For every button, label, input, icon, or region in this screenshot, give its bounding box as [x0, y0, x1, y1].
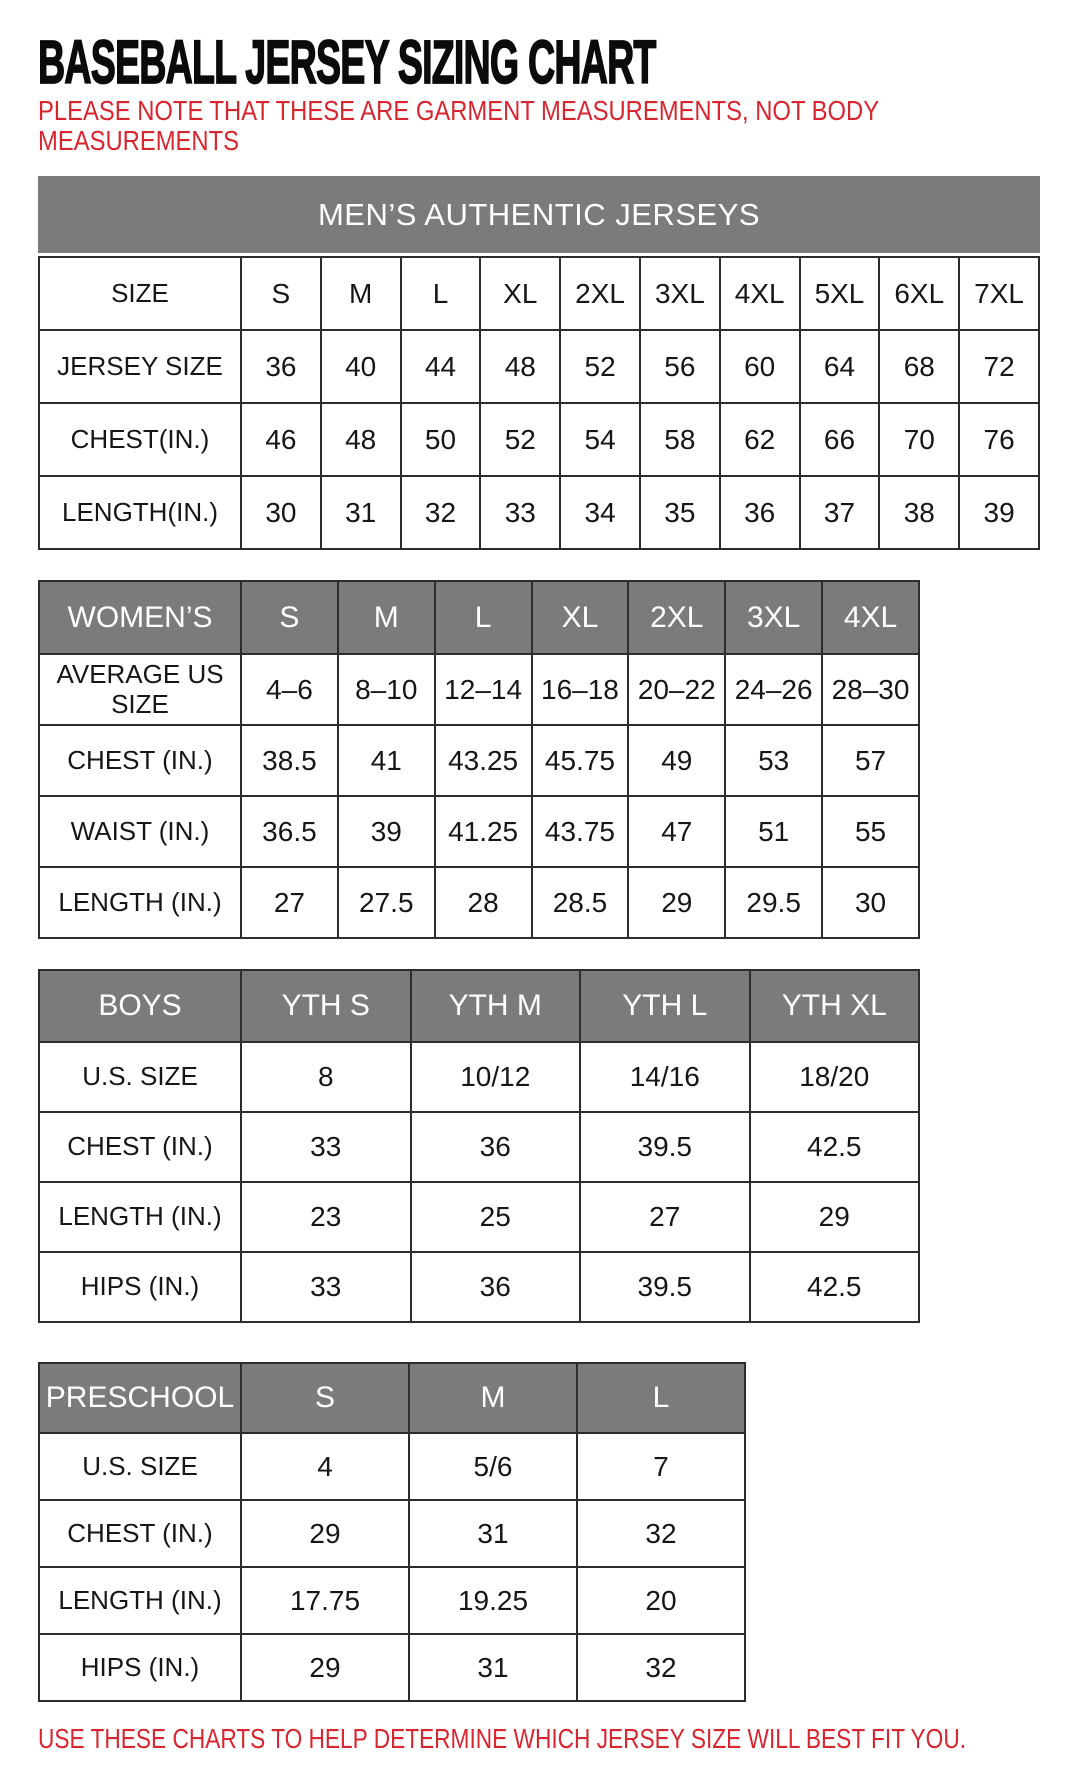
header-cell: XL — [532, 581, 629, 654]
value-cell: 14/16 — [580, 1042, 750, 1112]
value-cell: 39 — [959, 476, 1039, 549]
row-label-cell: U.S. SIZE — [39, 1433, 241, 1500]
header-label-cell: WOMEN’S — [39, 581, 241, 654]
row-label-cell: LENGTH (IN.) — [39, 1182, 241, 1252]
value-cell: 23 — [241, 1182, 411, 1252]
value-cell: 48 — [321, 403, 401, 476]
value-cell: 5/6 — [409, 1433, 577, 1500]
value-cell: 20–22 — [628, 654, 725, 725]
value-cell: 32 — [577, 1634, 745, 1701]
value-cell: 62 — [720, 403, 800, 476]
row-label-cell: SIZE — [39, 257, 241, 330]
value-cell: 37 — [800, 476, 880, 549]
table-row — [39, 796, 919, 867]
value-cell: 56 — [640, 330, 720, 403]
value-cell: 42.5 — [750, 1252, 920, 1322]
value-cell: 64 — [800, 330, 880, 403]
row-label-cell: HIPS (IN.) — [39, 1634, 241, 1701]
value-cell: 46 — [241, 403, 321, 476]
value-cell: XL — [480, 257, 560, 330]
value-cell: 29 — [628, 867, 725, 938]
value-cell: 52 — [480, 403, 560, 476]
value-cell: 7 — [577, 1433, 745, 1500]
value-cell: 24–26 — [725, 654, 822, 725]
table-row — [39, 403, 1039, 476]
table-row — [39, 1252, 919, 1322]
page-title-text: BASEBALL JERSEY SIZING CHART — [38, 27, 656, 97]
value-cell: 39.5 — [580, 1252, 750, 1322]
value-cell: 42.5 — [750, 1112, 920, 1182]
table-row — [39, 257, 1039, 330]
value-cell: 36 — [720, 476, 800, 549]
value-cell: 8 — [241, 1042, 411, 1112]
value-cell: M — [321, 257, 401, 330]
value-cell: 32 — [401, 476, 481, 549]
value-cell: 31 — [321, 476, 401, 549]
value-cell: 29 — [750, 1182, 920, 1252]
table-row — [39, 1634, 745, 1701]
value-cell: 32 — [577, 1500, 745, 1567]
value-cell: 2XL — [560, 257, 640, 330]
header-cell: S — [241, 581, 338, 654]
table-row — [39, 867, 919, 938]
value-cell: 36 — [411, 1252, 581, 1322]
value-cell: 10/12 — [411, 1042, 581, 1112]
value-cell: 35 — [640, 476, 720, 549]
value-cell: 39 — [338, 796, 435, 867]
value-cell: 12–14 — [435, 654, 532, 725]
womens-sizing-table — [38, 580, 1077, 939]
value-cell: 48 — [480, 330, 560, 403]
header-cell: YTH M — [411, 970, 581, 1042]
value-cell: 51 — [725, 796, 822, 867]
value-cell: 33 — [241, 1112, 411, 1182]
value-cell: 36 — [241, 330, 321, 403]
preschool-table-grid — [38, 1362, 746, 1702]
value-cell: 18/20 — [750, 1042, 920, 1112]
row-label-cell: JERSEY SIZE — [39, 330, 241, 403]
value-cell: 36 — [411, 1112, 581, 1182]
table-row — [39, 1112, 919, 1182]
value-cell: L — [401, 257, 481, 330]
table-row — [39, 1042, 919, 1112]
preschool-sizing-table — [38, 1362, 1077, 1702]
value-cell: 36.5 — [241, 796, 338, 867]
table-row — [39, 1433, 745, 1500]
header-cell: 4XL — [822, 581, 919, 654]
mens-authentic-jerseys-banner: MEN’S AUTHENTIC JERSEYS — [38, 176, 1040, 253]
value-cell: 20 — [577, 1567, 745, 1634]
value-cell: 70 — [879, 403, 959, 476]
row-label-cell: CHEST(IN.) — [39, 403, 241, 476]
header-cell: L — [577, 1363, 745, 1433]
mens-sizing-table — [38, 256, 1077, 550]
table-row — [39, 654, 919, 725]
value-cell: S — [241, 257, 321, 330]
header-label-cell: BOYS — [39, 970, 241, 1042]
row-label-cell: CHEST (IN.) — [39, 1112, 241, 1182]
header-label-cell: PRESCHOOL — [39, 1363, 241, 1433]
value-cell: 25 — [411, 1182, 581, 1252]
header-cell: YTH L — [580, 970, 750, 1042]
value-cell: 66 — [800, 403, 880, 476]
value-cell: 33 — [241, 1252, 411, 1322]
value-cell: 28.5 — [532, 867, 629, 938]
value-cell: 3XL — [640, 257, 720, 330]
header-cell: M — [409, 1363, 577, 1433]
header-cell: S — [241, 1363, 409, 1433]
boys-sizing-table — [38, 969, 1077, 1323]
value-cell: 16–18 — [532, 654, 629, 725]
table-row — [39, 330, 1039, 403]
value-cell: 43.75 — [532, 796, 629, 867]
value-cell: 4 — [241, 1433, 409, 1500]
header-cell: L — [435, 581, 532, 654]
value-cell: 17.75 — [241, 1567, 409, 1634]
value-cell: 29 — [241, 1634, 409, 1701]
row-label-cell: AVERAGE US SIZE — [39, 654, 241, 725]
mens-table-grid — [38, 256, 1040, 550]
boys-table-grid — [38, 969, 920, 1323]
value-cell: 54 — [560, 403, 640, 476]
value-cell: 38 — [879, 476, 959, 549]
value-cell: 4XL — [720, 257, 800, 330]
value-cell: 19.25 — [409, 1567, 577, 1634]
value-cell: 76 — [959, 403, 1039, 476]
value-cell: 29 — [241, 1500, 409, 1567]
value-cell: 52 — [560, 330, 640, 403]
value-cell: 8–10 — [338, 654, 435, 725]
value-cell: 29.5 — [725, 867, 822, 938]
value-cell: 33 — [480, 476, 560, 549]
value-cell: 7XL — [959, 257, 1039, 330]
value-cell: 38.5 — [241, 725, 338, 796]
value-cell: 45.75 — [532, 725, 629, 796]
value-cell: 49 — [628, 725, 725, 796]
value-cell: 28 — [435, 867, 532, 938]
header-cell: 2XL — [628, 581, 725, 654]
value-cell: 47 — [628, 796, 725, 867]
value-cell: 27.5 — [338, 867, 435, 938]
value-cell: 44 — [401, 330, 481, 403]
row-label-cell: HIPS (IN.) — [39, 1252, 241, 1322]
value-cell: 41 — [338, 725, 435, 796]
row-label-cell: WAIST (IN.) — [39, 796, 241, 867]
value-cell: 41.25 — [435, 796, 532, 867]
value-cell: 6XL — [879, 257, 959, 330]
table-row — [39, 1567, 745, 1634]
garment-measurement-note: PLEASE NOTE THAT THESE ARE GARMENT MEASUREMENTS, NOT BODY MEASUREMENTS — [38, 95, 879, 156]
value-cell: 55 — [822, 796, 919, 867]
header-cell: 3XL — [725, 581, 822, 654]
table-row — [39, 476, 1039, 549]
table-header-row — [39, 1363, 745, 1433]
value-cell: 31 — [409, 1500, 577, 1567]
table-row — [39, 1500, 745, 1567]
value-cell: 58 — [640, 403, 720, 476]
value-cell: 43.25 — [435, 725, 532, 796]
value-cell: 30 — [822, 867, 919, 938]
value-cell: 72 — [959, 330, 1039, 403]
page-title — [38, 26, 1077, 97]
value-cell: 5XL — [800, 257, 880, 330]
value-cell: 57 — [822, 725, 919, 796]
row-label-cell: CHEST (IN.) — [39, 1500, 241, 1567]
row-label-cell: LENGTH (IN.) — [39, 867, 241, 938]
table-row — [39, 1182, 919, 1252]
sizing-chart-page — [0, 26, 1077, 1755]
value-cell: 68 — [879, 330, 959, 403]
value-cell: 4–6 — [241, 654, 338, 725]
fit-advice-footer: USE THESE CHARTS TO HELP DETERMINE WHICH JERSEY SIZE WILL BEST FIT YOU. — [38, 1723, 967, 1754]
value-cell: 27 — [580, 1182, 750, 1252]
row-label-cell: LENGTH (IN.) — [39, 1567, 241, 1634]
value-cell: 27 — [241, 867, 338, 938]
table-row — [39, 725, 919, 796]
value-cell: 40 — [321, 330, 401, 403]
row-label-cell: LENGTH(IN.) — [39, 476, 241, 549]
table-header-row — [39, 970, 919, 1042]
row-label-cell: CHEST (IN.) — [39, 725, 241, 796]
value-cell: 53 — [725, 725, 822, 796]
table-header-row — [39, 581, 919, 654]
value-cell: 50 — [401, 403, 481, 476]
value-cell: 30 — [241, 476, 321, 549]
value-cell: 39.5 — [580, 1112, 750, 1182]
header-cell: M — [338, 581, 435, 654]
value-cell: 28–30 — [822, 654, 919, 725]
header-cell: YTH S — [241, 970, 411, 1042]
value-cell: 31 — [409, 1634, 577, 1701]
value-cell: 34 — [560, 476, 640, 549]
header-cell: YTH XL — [750, 970, 920, 1042]
womens-table-grid — [38, 580, 920, 939]
value-cell: 60 — [720, 330, 800, 403]
row-label-cell: U.S. SIZE — [39, 1042, 241, 1112]
